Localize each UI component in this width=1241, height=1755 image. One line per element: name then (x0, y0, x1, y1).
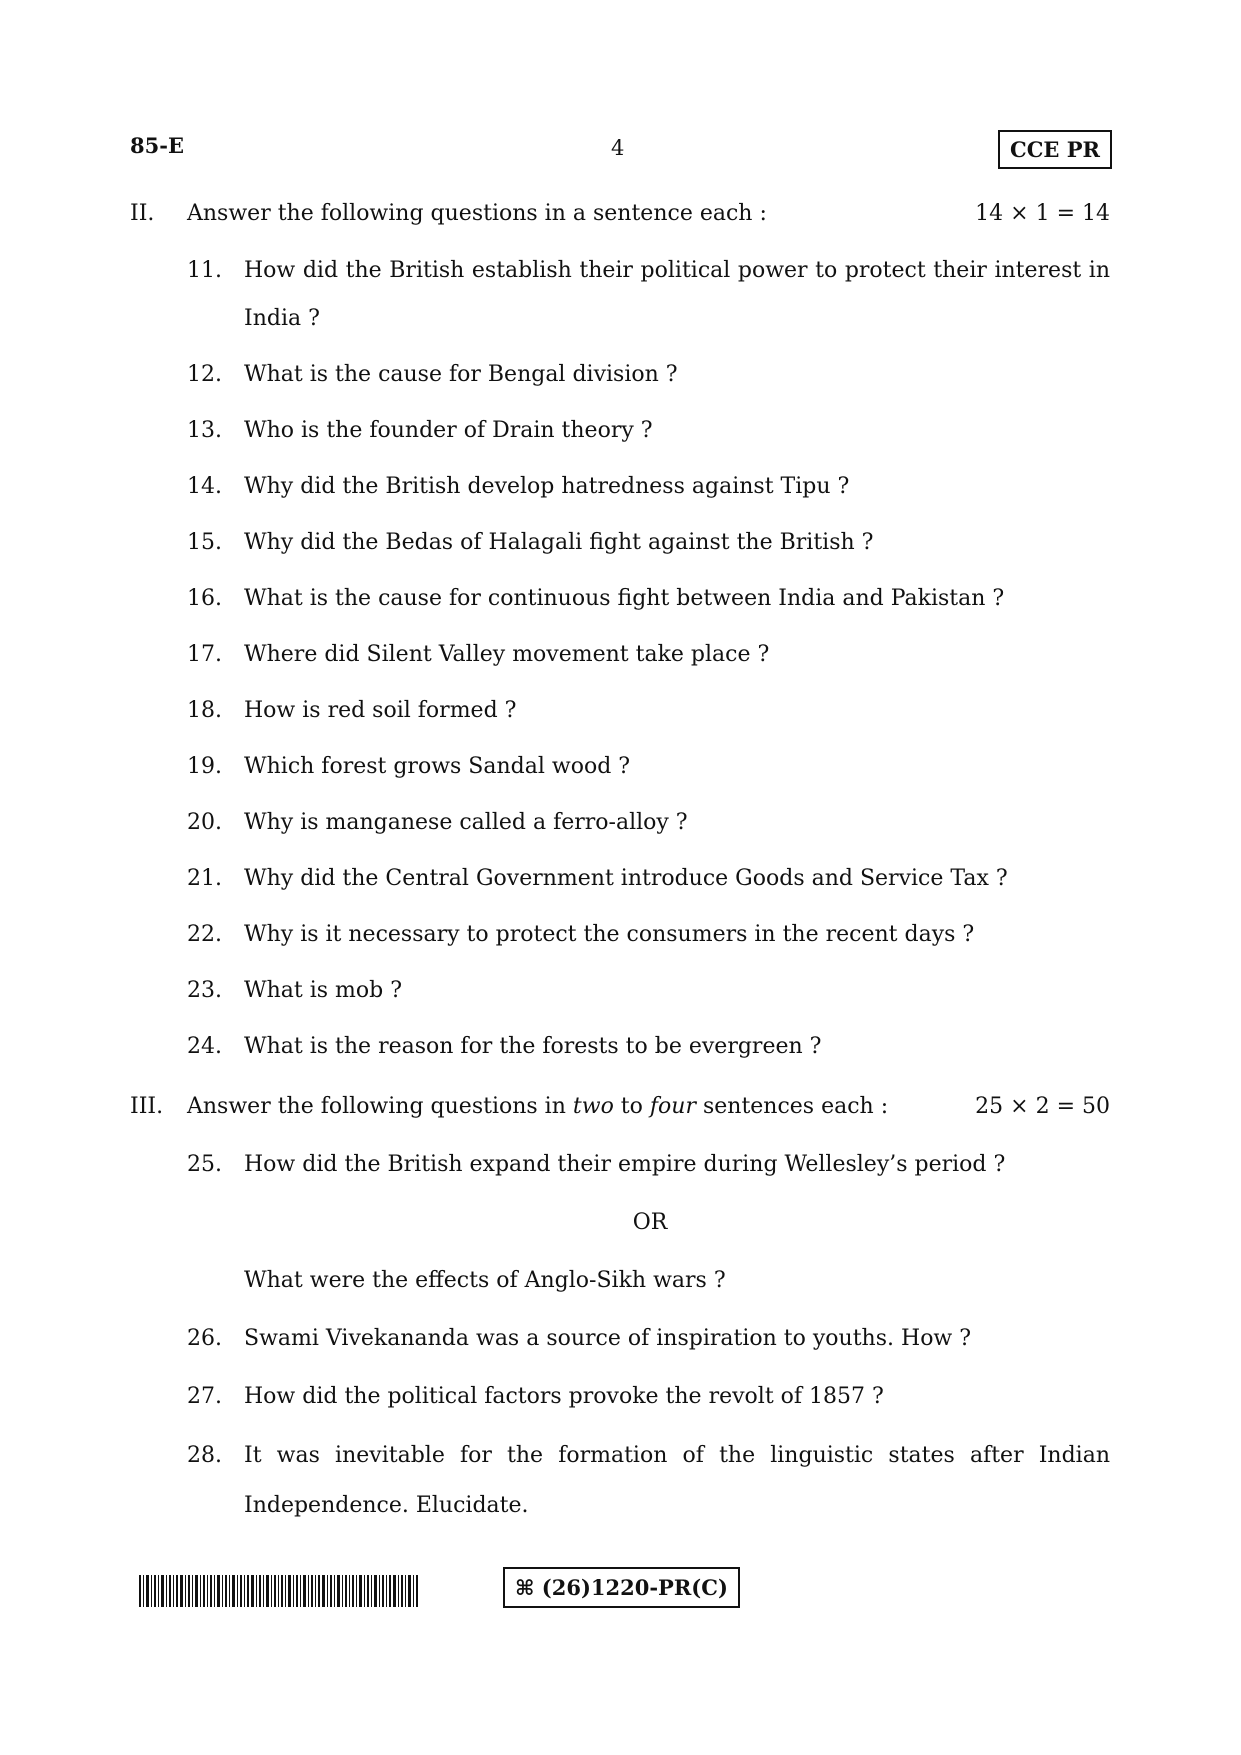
question-text: Where did Silent Valley movement take place ? (244, 642, 770, 667)
question-number: 12. (187, 362, 222, 387)
question-number: 28. (187, 1443, 222, 1468)
question-number: 11. (187, 258, 222, 283)
series-badge: CCE PR (998, 130, 1112, 169)
question-number: 13. (187, 418, 222, 443)
question-number: 18. (187, 698, 222, 723)
question-28-continuation: Independence. Elucidate. (244, 1493, 529, 1518)
question-number: 26. (187, 1326, 222, 1351)
or-separator: OR (632, 1210, 668, 1235)
question-text: Why is manganese called a ferro-alloy ? (244, 810, 688, 835)
question-number: 16. (187, 586, 222, 611)
question-text: Why is it necessary to protect the consumers in the recent days ? (244, 922, 975, 947)
question-text: What is mob ? (244, 978, 403, 1003)
question-number: 22. (187, 922, 222, 947)
question-text: How did the British establish their political power to protect their interest in (244, 258, 1110, 283)
section-marks: 14 × 1 = 14 (975, 201, 1110, 226)
question-text: Swami Vivekananda was a source of inspiration to youths. How ? (244, 1326, 972, 1351)
barcode-icon (139, 1575, 419, 1607)
question-text: Why did the Central Government introduce Goods and Service Tax ? (244, 866, 1008, 891)
question-number: 17. (187, 642, 222, 667)
question-11-continuation: India ? (244, 306, 320, 331)
question-text: Which forest grows Sandal wood ? (244, 754, 631, 779)
question-number: 20. (187, 810, 222, 835)
paper-code-box (503, 1567, 740, 1608)
question-number: 19. (187, 754, 222, 779)
page-number: 4 (611, 136, 625, 160)
question-number: 23. (187, 978, 222, 1003)
command-key-icon: ⌘ (515, 1575, 535, 1600)
subject-code: 85-E (130, 133, 184, 158)
question-text: How did the British expand their empire during Wellesley’s period ? (244, 1152, 1006, 1177)
question-number: 21. (187, 866, 222, 891)
question-text: Why did the Bedas of Halagali fight against the British ? (244, 530, 874, 555)
question-number: 15. (187, 530, 222, 555)
question-text: Why did the British develop hatredness against Tipu ? (244, 474, 850, 499)
question-number: 25. (187, 1152, 222, 1177)
question-text: How is red soil formed ? (244, 698, 517, 723)
question-25-alternative: What were the effects of Anglo-Sikh wars ? (244, 1268, 726, 1293)
section-number: II. (130, 201, 155, 226)
question-text: It was inevitable for the formation of the linguistic states after Indian (244, 1443, 1110, 1468)
question-text: How did the political factors provoke the revolt of 1857 ? (244, 1384, 884, 1409)
question-text: What is the cause for continuous fight between India and Pakistan ? (244, 586, 1005, 611)
question-text: What is the cause for Bengal division ? (244, 362, 678, 387)
section-instruction: Answer the following questions in a sentence each : (187, 201, 767, 226)
section-marks: 25 × 2 = 50 (975, 1094, 1110, 1119)
section-number: III. (130, 1094, 164, 1119)
question-text: What is the reason for the forests to be evergreen ? (244, 1034, 822, 1059)
section-instruction: Answer the following questions in two to four sentences each : (187, 1094, 889, 1119)
question-number: 24. (187, 1034, 222, 1059)
question-number: 27. (187, 1384, 222, 1409)
question-text: Who is the founder of Drain theory ? (244, 418, 653, 443)
question-number: 14. (187, 474, 222, 499)
paper-code: (26)1220-PR(C) (541, 1575, 728, 1600)
